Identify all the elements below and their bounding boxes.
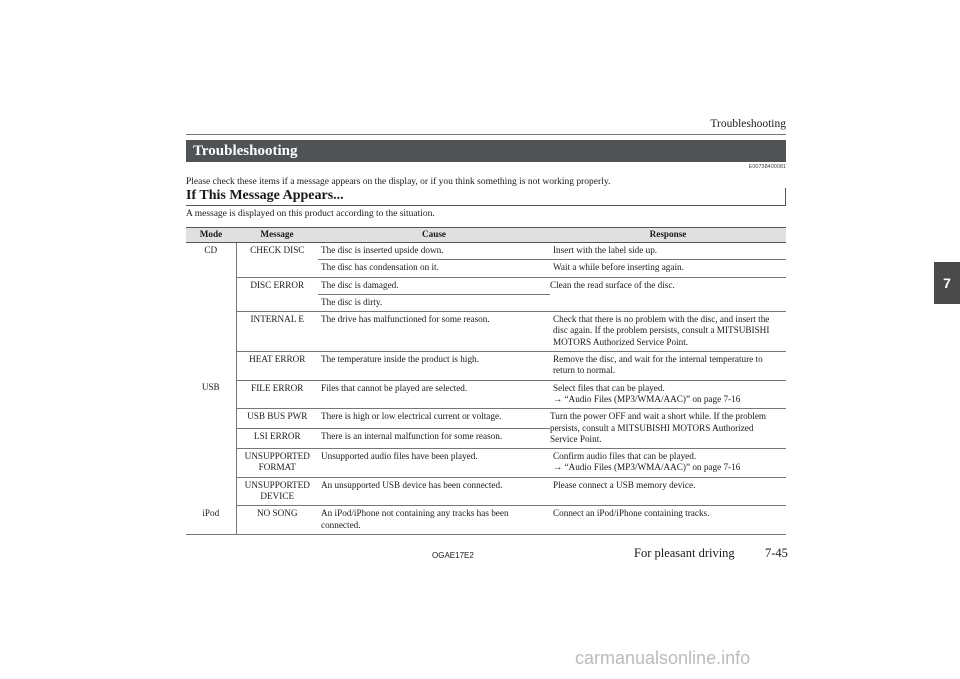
cause-cell: The disc is dirty. <box>318 294 550 311</box>
response-text: Confirm audio files that can be played. <box>553 451 697 462</box>
chapter-tab[interactable]: 7 <box>934 262 960 304</box>
document-code: E00738400081 <box>748 164 786 170</box>
table-row <box>186 409 786 429</box>
message-cell: USB BUS PWR <box>236 409 318 429</box>
response-cell: Wait a while before inserting again. <box>550 260 786 277</box>
response-cell: Insert with the label side up. <box>550 243 786 260</box>
cause-cell: The drive has malfunctioned for some reason. <box>318 312 550 352</box>
response-cell <box>550 380 786 409</box>
footer-page-number: 7-45 <box>765 546 788 560</box>
table-row <box>186 312 786 352</box>
message-cell: DISC ERROR <box>236 277 318 312</box>
cause-cell: The disc has condensation on it. <box>318 260 550 277</box>
message-cell: FILE ERROR <box>236 380 318 409</box>
message-cell: NO SONG <box>236 506 318 535</box>
message-cell: UNSUPPORTED FORMAT <box>236 449 318 478</box>
message-cell: INTERNAL E <box>236 312 318 352</box>
col-header-response: Response <box>550 228 786 243</box>
cause-cell: The temperature inside the product is high. <box>318 352 550 381</box>
response-cell: Clean the read surface of the disc. <box>550 277 786 312</box>
cause-cell: An unsupported USB device has been connected. <box>318 477 550 506</box>
cause-cell: The disc is damaged. <box>318 277 550 294</box>
page-reference-link[interactable]: → “Audio Files (MP3/WMA/AAC)” on page 7-16 <box>553 462 741 473</box>
response-cell <box>550 449 786 478</box>
watermark: carmanualsonline.info <box>575 648 751 668</box>
table-row <box>186 380 786 409</box>
message-cell: UNSUPPORTED DEVICE <box>236 477 318 506</box>
message-cell: CHECK DISC <box>236 243 318 278</box>
table-header-row <box>186 228 786 243</box>
mode-cell: CD <box>186 243 236 381</box>
table-row <box>186 277 786 294</box>
page-reference-link[interactable]: → “Audio Files (MP3/WMA/AAC)” on page 7-16 <box>553 393 741 404</box>
mode-cell: iPod <box>186 506 236 535</box>
footer-section: For pleasant driving <box>634 546 735 560</box>
table-row <box>186 243 786 260</box>
cause-cell: There is high or low electrical current or voltage. <box>318 409 550 429</box>
sub-intro-text: A message is displayed on this product according to the situation. <box>186 209 435 219</box>
table-row <box>186 352 786 381</box>
response-cell: Check that there is no problem with the disc, and insert the disc again. If the problem persists, consult a MITSUBISHI MOTORS Authorized Service Point. <box>550 312 786 352</box>
header-section-title: Troubleshooting <box>710 118 786 130</box>
cause-cell: There is an internal malfunction for some reason. <box>318 429 550 449</box>
header-rule <box>186 134 786 135</box>
table-row <box>186 506 786 535</box>
col-header-mode: Mode <box>186 228 236 243</box>
intro-text: Please check these items if a message appears on the display, or if you think something is not working properly. <box>186 177 611 187</box>
subheading: If This Message Appears... <box>186 188 786 206</box>
section-banner: Troubleshooting <box>186 140 786 162</box>
col-header-cause: Cause <box>318 228 550 243</box>
footer-code: OGAE17E2 <box>432 551 474 560</box>
cause-cell: Unsupported audio files have been played. <box>318 449 550 478</box>
message-cell: HEAT ERROR <box>236 352 318 381</box>
table-row <box>186 449 786 478</box>
table-row <box>186 477 786 506</box>
response-cell: Turn the power OFF and wait a short while. If the problem persists, consult a MITSUBISHI MOTORS Authorized Service Point. <box>550 409 786 449</box>
message-cell: LSI ERROR <box>236 429 318 449</box>
response-cell: Connect an iPod/iPhone containing tracks. <box>550 506 786 535</box>
cause-cell: Files that cannot be played are selected. <box>318 380 550 409</box>
response-text: Select files that can be played. <box>553 382 665 393</box>
cause-cell: An iPod/iPhone not containing any tracks has been connected. <box>318 506 550 535</box>
response-cell: Please connect a USB memory device. <box>550 477 786 506</box>
cause-cell: The disc is inserted upside down. <box>318 243 550 260</box>
response-cell: Remove the disc, and wait for the internal temperature to return to normal. <box>550 352 786 381</box>
col-header-message: Message <box>236 228 318 243</box>
mode-cell: USB <box>186 380 236 506</box>
message-table <box>186 227 786 535</box>
